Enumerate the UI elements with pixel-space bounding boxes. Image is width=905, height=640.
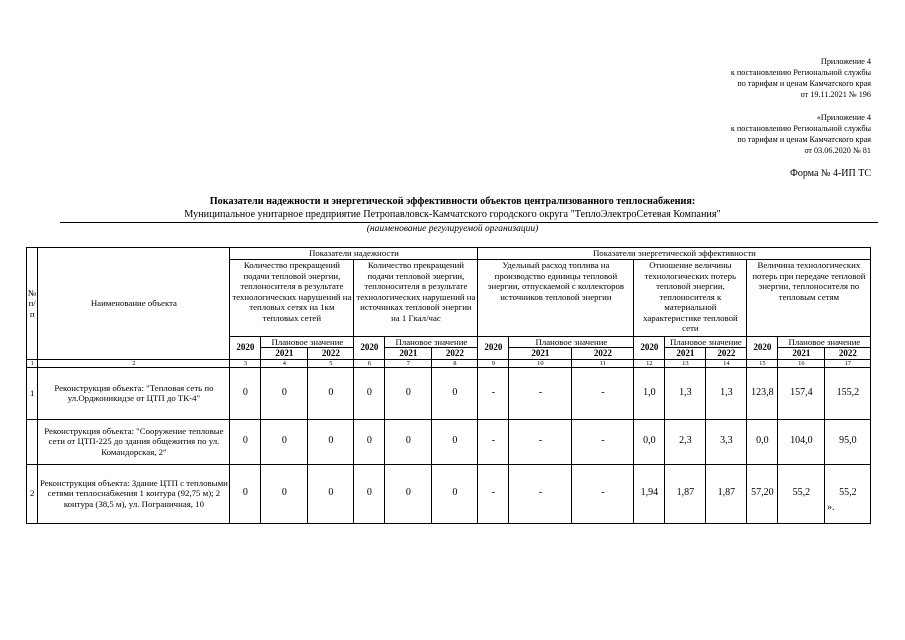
- annex-line: от 03.06.2020 № 81: [804, 146, 871, 155]
- indicator-value: 0,0: [634, 419, 665, 464]
- indicator-header: [230, 259, 354, 336]
- header-reliability: Показатели надежности: [230, 248, 478, 260]
- indicator-header-text: Отношение величины технологических потерь тепловой энергии, теплоносителя к материальной характеристике тепловой сети: [643, 260, 738, 333]
- indicator-value: 1,3: [665, 367, 706, 419]
- year-plan: 2021: [261, 348, 308, 360]
- indicator-value: 0: [308, 464, 354, 523]
- year-plan: 2021: [665, 348, 706, 360]
- column-number: 8: [432, 359, 478, 367]
- indicator-header-text: Удельный расход топлива на производство единицы тепловой энергии, отпускаемой с коллекторов источников тепловой энергии: [487, 260, 625, 302]
- object-name: Реконструкция объекта: Здание ЦТП с тепловыми сетями теплоснабжения 1 контура (92,75 м); 2 контура (38,5 м), ул. Пограничная, 10: [38, 464, 230, 523]
- year-plan: 2022: [572, 348, 634, 360]
- annex-line: к постановлению Региональной службы: [730, 124, 871, 133]
- column-number: 5: [308, 359, 354, 367]
- column-number: 16: [778, 359, 825, 367]
- column-number: 11: [572, 359, 634, 367]
- indicator-value: 157,4: [778, 367, 825, 419]
- column-number: 2: [38, 359, 230, 367]
- indicator-value: 123,8: [747, 367, 778, 419]
- indicator-header-text: Количество прекращений подачи тепловой энергии, теплоносителя в результате технологических нарушений на источниках тепловой энергии на 1 Гкал/час: [356, 260, 476, 323]
- object-name: Реконструкция объекта: "Тепловая сеть по ул.Орджоникидзе от ЦТП до ТК-4": [38, 367, 230, 419]
- year-base: 2020: [634, 336, 665, 359]
- annex-original-reference: [731, 112, 871, 156]
- column-number: 17: [825, 359, 871, 367]
- indicator-value: 0: [354, 419, 385, 464]
- year-plan: 2022: [432, 348, 478, 360]
- indicator-value: 0: [354, 464, 385, 523]
- indicator-value: -: [572, 367, 634, 419]
- indicator-value: 0,0: [747, 419, 778, 464]
- column-number: 12: [634, 359, 665, 367]
- column-number: 14: [706, 359, 747, 367]
- column-number: 4: [261, 359, 308, 367]
- planned-label: Плановое значение: [261, 336, 354, 348]
- row-number: [27, 419, 38, 464]
- indicator-value: 3,3: [706, 419, 747, 464]
- column-number: 7: [385, 359, 432, 367]
- column-number: 3: [230, 359, 261, 367]
- indicator-header-text: Величина технологических потерь при передаче тепловой энергии, теплоносителя по тепловым сетям: [752, 260, 866, 302]
- indicator-header: [634, 259, 747, 336]
- indicator-value: 0: [308, 419, 354, 464]
- row-number: 1: [27, 367, 38, 419]
- year-plan: 2022: [825, 348, 871, 360]
- annex-line: по тарифам и ценам Камчатского края: [737, 135, 871, 144]
- indicator-value: 95,0: [825, 419, 871, 464]
- table-row: [27, 367, 871, 419]
- planned-label: Плановое значение: [385, 336, 478, 348]
- indicator-value: -: [509, 464, 572, 523]
- year-base: 2020: [354, 336, 385, 359]
- year-plan: 2021: [385, 348, 432, 360]
- planned-label: Плановое значение: [778, 336, 871, 348]
- indicator-value: 0: [385, 419, 432, 464]
- indicator-value: 0: [261, 419, 308, 464]
- table-row: [27, 419, 871, 464]
- row-number: 2: [27, 464, 38, 523]
- indicator-header: [354, 259, 478, 336]
- indicator-value: -: [572, 464, 634, 523]
- indicator-header: [478, 259, 634, 336]
- column-number: 15: [747, 359, 778, 367]
- indicator-value: 155,2: [825, 367, 871, 419]
- indicator-value: 55,2: [778, 464, 825, 523]
- indicator-value: 0: [261, 464, 308, 523]
- header-efficiency: Показатели энергетической эффективности: [478, 248, 871, 260]
- table-row: [27, 464, 871, 523]
- form-number: Форма № 4-ИП ТС: [789, 168, 871, 179]
- indicator-value: 1,94: [634, 464, 665, 523]
- indicator-value: -: [572, 419, 634, 464]
- planned-label: Плановое значение: [509, 336, 634, 348]
- object-name: Реконструкция объекта: "Сооружение тепловые сети от ЦТП-225 до здания общежития по ул. Командорская, 2": [38, 419, 230, 464]
- indicator-value: 0: [432, 367, 478, 419]
- column-number: 10: [509, 359, 572, 367]
- indicator-value: 57,20: [747, 464, 778, 523]
- indicator-value: 0: [385, 464, 432, 523]
- indicator-value: 104,0: [778, 419, 825, 464]
- organization-name: Муниципальное унитарное предприятие Петропавловск-Камчатского городского округа "ТеплоЭлектроСетевая Компания": [184, 209, 721, 220]
- indicator-value: -: [509, 419, 572, 464]
- annex-line: по тарифам и ценам Камчатского края: [737, 79, 871, 88]
- indicator-value: -: [478, 367, 509, 419]
- column-number: 13: [665, 359, 706, 367]
- annex-line: к постановлению Региональной службы: [730, 68, 871, 77]
- indicator-value: 1,87: [706, 464, 747, 523]
- indicators-table: [26, 247, 871, 524]
- indicator-value: 1,3: [706, 367, 747, 419]
- indicator-value: 1,0: [634, 367, 665, 419]
- organization-caption: (наименование регулируемой организации): [366, 224, 539, 234]
- indicator-value: -: [478, 464, 509, 523]
- document-title: Показатели надежности и энергетической эффективности объектов централизованного теплоснабжения:: [209, 196, 696, 207]
- year-plan: 2021: [778, 348, 825, 360]
- year-plan: 2021: [509, 348, 572, 360]
- planned-label: Плановое значение: [665, 336, 747, 348]
- column-number: 1: [27, 359, 38, 367]
- group-header-row: [27, 248, 871, 260]
- annex-line: Приложение 4: [820, 57, 871, 66]
- year-base: 2020: [747, 336, 778, 359]
- indicator-value: 0: [432, 419, 478, 464]
- indicator-header-text: Количество прекращений подачи тепловой энергии, теплоносителя в результате технологических нарушений на тепловых сетях на 1км тепловых сетей: [232, 260, 352, 323]
- column-number-row: [27, 359, 871, 367]
- year-base: 2020: [478, 336, 509, 359]
- year-base: 2020: [230, 336, 261, 359]
- organization-underline: [60, 222, 878, 223]
- annex-reference: [731, 56, 871, 100]
- indicator-value: -: [509, 367, 572, 419]
- table-body: [27, 367, 871, 523]
- indicator-value: 0: [261, 367, 308, 419]
- header-object-name: Наименование объекта: [38, 248, 230, 360]
- indicator-value: 0: [308, 367, 354, 419]
- indicator-value: 55,2: [825, 464, 871, 523]
- indicator-value: 0: [432, 464, 478, 523]
- header-no: № п/п: [27, 248, 38, 360]
- indicator-value: 2,3: [665, 419, 706, 464]
- column-number: 9: [478, 359, 509, 367]
- year-plan: 2022: [308, 348, 354, 360]
- indicator-value: 1,87: [665, 464, 706, 523]
- indicator-header: [747, 259, 871, 336]
- annex-line: от 19.11.2021 № 196: [800, 90, 871, 99]
- indicator-value: 0: [354, 367, 385, 419]
- column-number: 6: [354, 359, 385, 367]
- closing-quote-mark: ».: [827, 502, 835, 513]
- indicator-value: 0: [230, 367, 261, 419]
- indicator-value: 0: [230, 419, 261, 464]
- indicator-value: 0: [385, 367, 432, 419]
- indicator-value: -: [478, 419, 509, 464]
- annex-line: «Приложение 4: [816, 113, 871, 122]
- year-plan: 2022: [706, 348, 747, 360]
- indicator-value: 0: [230, 464, 261, 523]
